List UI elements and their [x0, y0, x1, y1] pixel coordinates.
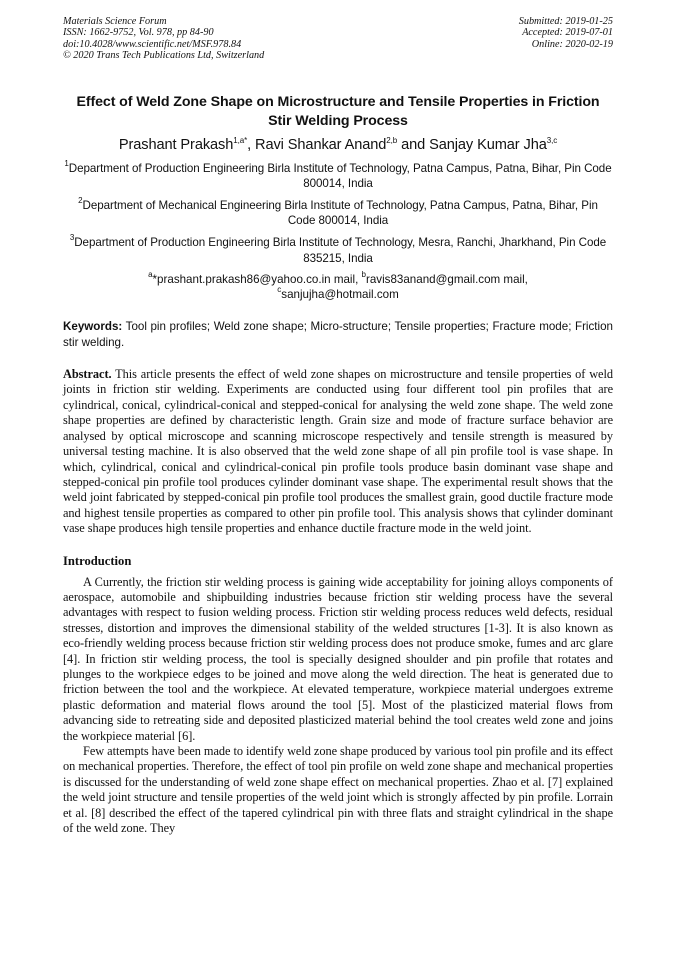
affiliation-text: Department of Mechanical Engineering Birla Institute of Technology, Patna Campus, Patna, Bihar, Pin Code 800014, India [82, 199, 598, 228]
journal-header [63, 16, 613, 62]
author-affiliation-mark: 3,c [546, 135, 558, 145]
paper-page [63, 16, 613, 836]
intro-paragraph-2: Few attempts have been made to identify weld zone shape produced by various tool pin profile and its effect on mechanical properties. Therefore, the effect of tool pin profile on weld zone shape and mechanical properties is discussed for the understanding of weld zone shape effect on mechanical properties. Zhao et al. [7] explained the weld joint structure and tensile properties of the weld joint which is strongly affected by pin profile. Lorrain et al. [8] described the effect of the tapered cylindrical pin with three flats and straight cylindrical in the shape of the weld zone. They [63, 744, 613, 836]
email-address: *prashant.prakash86@yahoo.co.in mail, [152, 272, 362, 286]
affiliation-mark: 2 [78, 196, 83, 206]
journal-doi: doi:10.4028/www.scientific.net/MSF.978.84 [63, 38, 242, 50]
email-address: ravis83anand@gmail.com mail, [365, 272, 528, 286]
section-heading-introduction: Introduction [63, 553, 132, 568]
author-name: Prashant Prakash [118, 136, 234, 153]
abstract [63, 367, 613, 536]
journal-issn: ISSN: 1662-9752, Vol. 978, pp 84-90 [63, 27, 214, 39]
email-mark: c [277, 285, 282, 295]
accepted-date: Accepted: 2019-07-01 [522, 27, 613, 39]
journal-info [63, 16, 264, 62]
paper-title: Effect of Weld Zone Shape on Microstructure and Tensile Properties in Friction Stir Welding Process [76, 93, 600, 129]
abstract-label: Abstract. [63, 367, 112, 382]
affiliation-1 [63, 158, 613, 191]
email-mark: a [148, 269, 153, 279]
abstract-text: This article presents the effect of weld zone shapes on microstructure and tensile properties of weld joints in friction stir welding. Experiments are conducted using four different tool pin profiles that are cylindrical, conical, cylindrical-conical and stepped-conical for analysing the weld zone shape. The weld zone shape properties are defined by characteristic length. Grain size and mode of fracture surface behavior are analysed by optical microscope and scanning microscope respectively and tensile strength is measured by universal testing machine. It is also observed that the weld zone shape of all pin profile tool is vase shape. In which, cylindrical, conical and cylindrical-conical pin profile tools produce basin dominant vase shape and stepped-conical pin profile tool produces cylinder dominant vase shape. The experimental result shows that the weld joint fabricated by stepped-conical pin profile tool produces the smallest grain, good ductile fracture mode and highest tensile properties as compared to other pin profile tool. This analysis shows that cylinder dominant vase shape produces high tensile properties and enhance ductile fracture mode in the weld joint. [63, 367, 613, 536]
affiliation-text: Department of Production Engineering Birla Institute of Technology, Patna Campus, Patna, Bihar, Pin Code 800014, India [68, 161, 612, 190]
author-list [63, 136, 613, 154]
keywords-text: Tool pin profiles; Weld zone shape; Micro-structure; Tensile properties; Fracture mode; Friction stir welding. [63, 320, 613, 349]
affiliation-3 [63, 235, 613, 265]
affiliation-2 [63, 198, 613, 228]
affiliation-mark: 1 [64, 158, 69, 168]
affiliation-mark: 3 [69, 233, 75, 243]
keywords-label: Keywords: [63, 320, 123, 334]
author-name: Ravi Shankar Anand [255, 136, 387, 153]
author-separator: , [247, 136, 256, 153]
intro-paragraph-1: A Currently, the friction stir welding process is gaining wide acceptability for joining alloys components of aerospace, automobile and shipbuilding industries because friction stir welding process have the several advantages with respect to fusion welding process. Friction stir welding process reduces weld defects, residual stresses, distortion and improves the dimensional stability of the welded structures [1-3]. It is also known as eco-friendly welding process because friction stir welding process does not produce smoke, fumes and arc glare [4]. In friction stir welding process, the tool is specially designed shoulder and pin profile that rotates and plunges to the workpiece edges to be joined and move along the weld direction. The heat is generated due to friction between the tool and the workpiece. At elevated temperature, workpiece material undergoes extreme plastic deformation and material flows around the tool [5]. Most of the plasticized material flows from advancing side to retreating side and deposited plasticized material behind the tool creates weld zone and joins the workpiece material [6]. [63, 574, 613, 743]
author-separator: and [397, 136, 430, 153]
journal-copyright: © 2020 Trans Tech Publications Ltd, Switzerland [63, 50, 265, 62]
author-affiliation-mark: 2,b [386, 135, 398, 145]
author-affiliation-mark: 1,a* [233, 135, 248, 145]
email-mark: b [361, 269, 366, 279]
online-date: Online: 2020-02-19 [531, 38, 613, 50]
affiliation-text: Department of Production Engineering Birla Institute of Technology, Mesra, Ranchi, Jharkhand, Pin Code 835215, India [74, 236, 607, 265]
submission-dates [519, 16, 613, 62]
submitted-date: Submitted: 2019-01-25 [518, 16, 613, 27]
keywords [63, 319, 613, 350]
journal-name: Materials Science Forum [63, 16, 167, 27]
author-emails [63, 269, 613, 302]
email-address: sanjujha@hotmail.com [281, 288, 399, 302]
author-name: Sanjay Kumar Jha [429, 136, 547, 153]
